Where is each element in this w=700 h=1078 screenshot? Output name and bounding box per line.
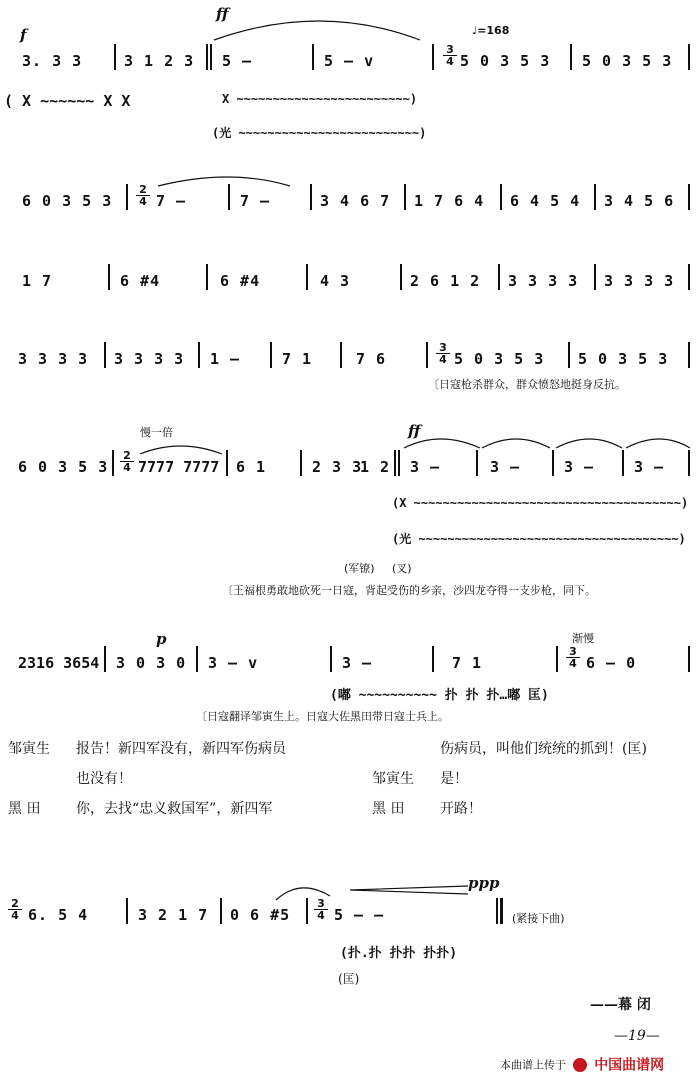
measure: 3 3 3 3 (114, 350, 185, 368)
time-signature: 3 4 (314, 898, 328, 921)
barline (306, 264, 308, 290)
percussion-line: (X ~~~~~~~~~~~~~~~~~~~~~~~~~~~~~~~~~~~~~) (392, 496, 689, 510)
measure: 7 – (156, 192, 187, 210)
speaker: 邹寅生 (372, 771, 414, 787)
slur (0, 176, 700, 226)
score-row-6 (0, 624, 700, 724)
dialogue-line: 是！ (440, 771, 468, 787)
site-logo-icon (573, 1058, 587, 1072)
percussion-line: (光 ~~~~~~~~~~~~~~~~~~~~~~~~~~~~~~~~~~~~) (392, 532, 686, 546)
tempo-change: 渐慢 (572, 632, 594, 645)
measure: 6 4 5 4 (510, 192, 581, 210)
measure: 1 7 6 4 (414, 192, 485, 210)
measure: 3 – (410, 458, 441, 476)
barline (688, 342, 690, 368)
measure: 3 – (634, 458, 665, 476)
barline (498, 264, 500, 290)
measure: 3 0 3 0 (116, 654, 187, 672)
score-row-5 (0, 410, 700, 600)
time-signature: 2 4 (8, 898, 22, 921)
stage-direction: 〔日寇翻译邹寅生上。日寇大佐黑田带日寇士兵上。 (196, 710, 449, 723)
dynamic-p: p (156, 630, 167, 648)
barline (426, 342, 428, 368)
measure: 3 – (342, 654, 373, 672)
measure: 7 1 (282, 350, 313, 368)
measure: 1 7 (22, 272, 53, 290)
instrument-label: (匡) (338, 972, 360, 986)
barline (400, 264, 402, 290)
measure: 4 3 (320, 272, 351, 290)
dialogue-line: 伤病员，叫他们统统的抓到！(匡) (440, 741, 647, 757)
measure: 0 6 #5 (230, 906, 291, 924)
dynamic-f: f (20, 26, 27, 44)
barline (196, 646, 198, 672)
measure: 2 3 3 (312, 458, 363, 476)
measure: 3 – v (208, 654, 259, 672)
percussion-line: (光 ~~~~~~~~~~~~~~~~~~~~~~~~~) (212, 126, 427, 140)
tempo-change: 慢一倍 (140, 426, 173, 439)
dynamic-ff: ff (216, 5, 229, 23)
measure: 5 – (222, 52, 253, 70)
barline (688, 646, 690, 672)
instrument-label: (叉) (392, 562, 412, 575)
measure: 7 1 (452, 654, 483, 672)
barline (556, 646, 558, 672)
barline (104, 342, 106, 368)
stage-direction: 〔日寇枪杀群众，群众愤怒地挺身反抗。 (428, 378, 626, 391)
direction: (紧接下曲) (512, 912, 565, 925)
watermark (500, 1054, 696, 1074)
measure: 7777 7777 (138, 458, 220, 476)
measure: 5 0 3 5 3 (582, 52, 673, 70)
percussion-line: X ~~~~~~~~~~~~~~~~~~~~~~~~) (222, 92, 418, 106)
percussion-line: ( X ~~~~~~ X X (4, 92, 131, 110)
time-signature: 3 4 (443, 44, 457, 67)
measure: 6 #4 (220, 272, 261, 290)
barline (432, 646, 434, 672)
dialogue-line: 你，去找“忠义救国军”，新四军 (76, 801, 273, 817)
score-row-7 (0, 866, 700, 996)
dialogue-line: 报告！新四军没有，新四军伤病员 (76, 741, 286, 757)
site-name: 中国曲谱网 (594, 1057, 665, 1074)
page-number: —19— (614, 1028, 660, 1044)
measure: 1 2 (360, 458, 391, 476)
dialogue-block (0, 734, 700, 844)
curtain-close: ——幕 闭 (590, 997, 651, 1013)
measure: 2 6 1 2 (410, 272, 481, 290)
dynamic-ff: ff (408, 422, 421, 440)
score-row-1 (0, 0, 700, 160)
score-row-3 (0, 256, 700, 306)
time-signature: 2 4 (136, 184, 150, 207)
score-row-2 (0, 176, 700, 226)
measure: 2316 3654 (18, 654, 100, 672)
slur (0, 0, 700, 160)
barline (270, 342, 272, 368)
barline (330, 646, 332, 672)
speaker: 邹寅生 (8, 741, 50, 757)
measure: 6 #4 (120, 272, 161, 290)
percussion-line: (嘟 ~~~~~~~~~~ 扑 扑 扑…嘟 匡) (330, 688, 549, 703)
measure: 6. 5 4 (28, 906, 89, 924)
barline (340, 342, 342, 368)
time-signature: 3 4 (436, 342, 450, 365)
stage-direction: 〔王福根勇敢地砍死一日寇，背起受伤的乡亲，沙四龙夺得一支步枪，同下。 (222, 584, 596, 597)
measure: 3 1 2 3 (124, 52, 195, 70)
measure: 3 4 6 7 (320, 192, 391, 210)
measure: 1 – (210, 350, 241, 368)
measure: 3 – (564, 458, 595, 476)
score-row-4 (0, 330, 700, 400)
barline (688, 264, 690, 290)
measure: 3 4 5 6 (604, 192, 675, 210)
measure: 3. 3 3 (22, 52, 83, 70)
measure: 3 3 3 3 (604, 272, 675, 290)
barline (206, 264, 208, 290)
speaker: 黑 田 (8, 801, 41, 817)
measure: 6 1 (236, 458, 267, 476)
measure: 7 6 (356, 350, 387, 368)
measure: 5 – – (334, 906, 385, 924)
measure: 5 0 3 5 3 (454, 350, 545, 368)
percussion-line: (扑.扑 扑扑 扑扑) (340, 946, 458, 961)
measure: 3 2 1 7 (138, 906, 209, 924)
barline (594, 264, 596, 290)
measure: 5 – v (324, 52, 375, 70)
dialogue-line: 开路！ (440, 801, 482, 817)
measure: 7 – (240, 192, 271, 210)
speaker: 黑 田 (372, 801, 405, 817)
barline (198, 342, 200, 368)
tempo-mark: ♩=168 (472, 24, 510, 37)
dynamic-ppp: ppp (468, 874, 500, 892)
measure: 6 0 3 5 3 (22, 192, 113, 210)
dialogue-line: 也没有！ (76, 771, 132, 787)
measure: 3 3 3 3 (18, 350, 89, 368)
measure: 5 0 3 5 3 (460, 52, 551, 70)
slur-hairpin (0, 866, 700, 996)
measure: 5 0 3 5 3 (578, 350, 669, 368)
instrument-label: (军镣) (344, 562, 375, 575)
measure: 3 – (490, 458, 521, 476)
barline (568, 342, 570, 368)
measure: 3 3 3 3 (508, 272, 579, 290)
barline (104, 646, 106, 672)
slurs (0, 410, 700, 600)
watermark-text: 本曲谱上传于 (500, 1058, 566, 1072)
barline (108, 264, 110, 290)
measure: 6 0 3 5 3 (18, 458, 109, 476)
measure: 6 – 0 (586, 654, 637, 672)
time-signature: 3 4 (566, 646, 580, 669)
time-signature: 2 4 (120, 450, 134, 473)
